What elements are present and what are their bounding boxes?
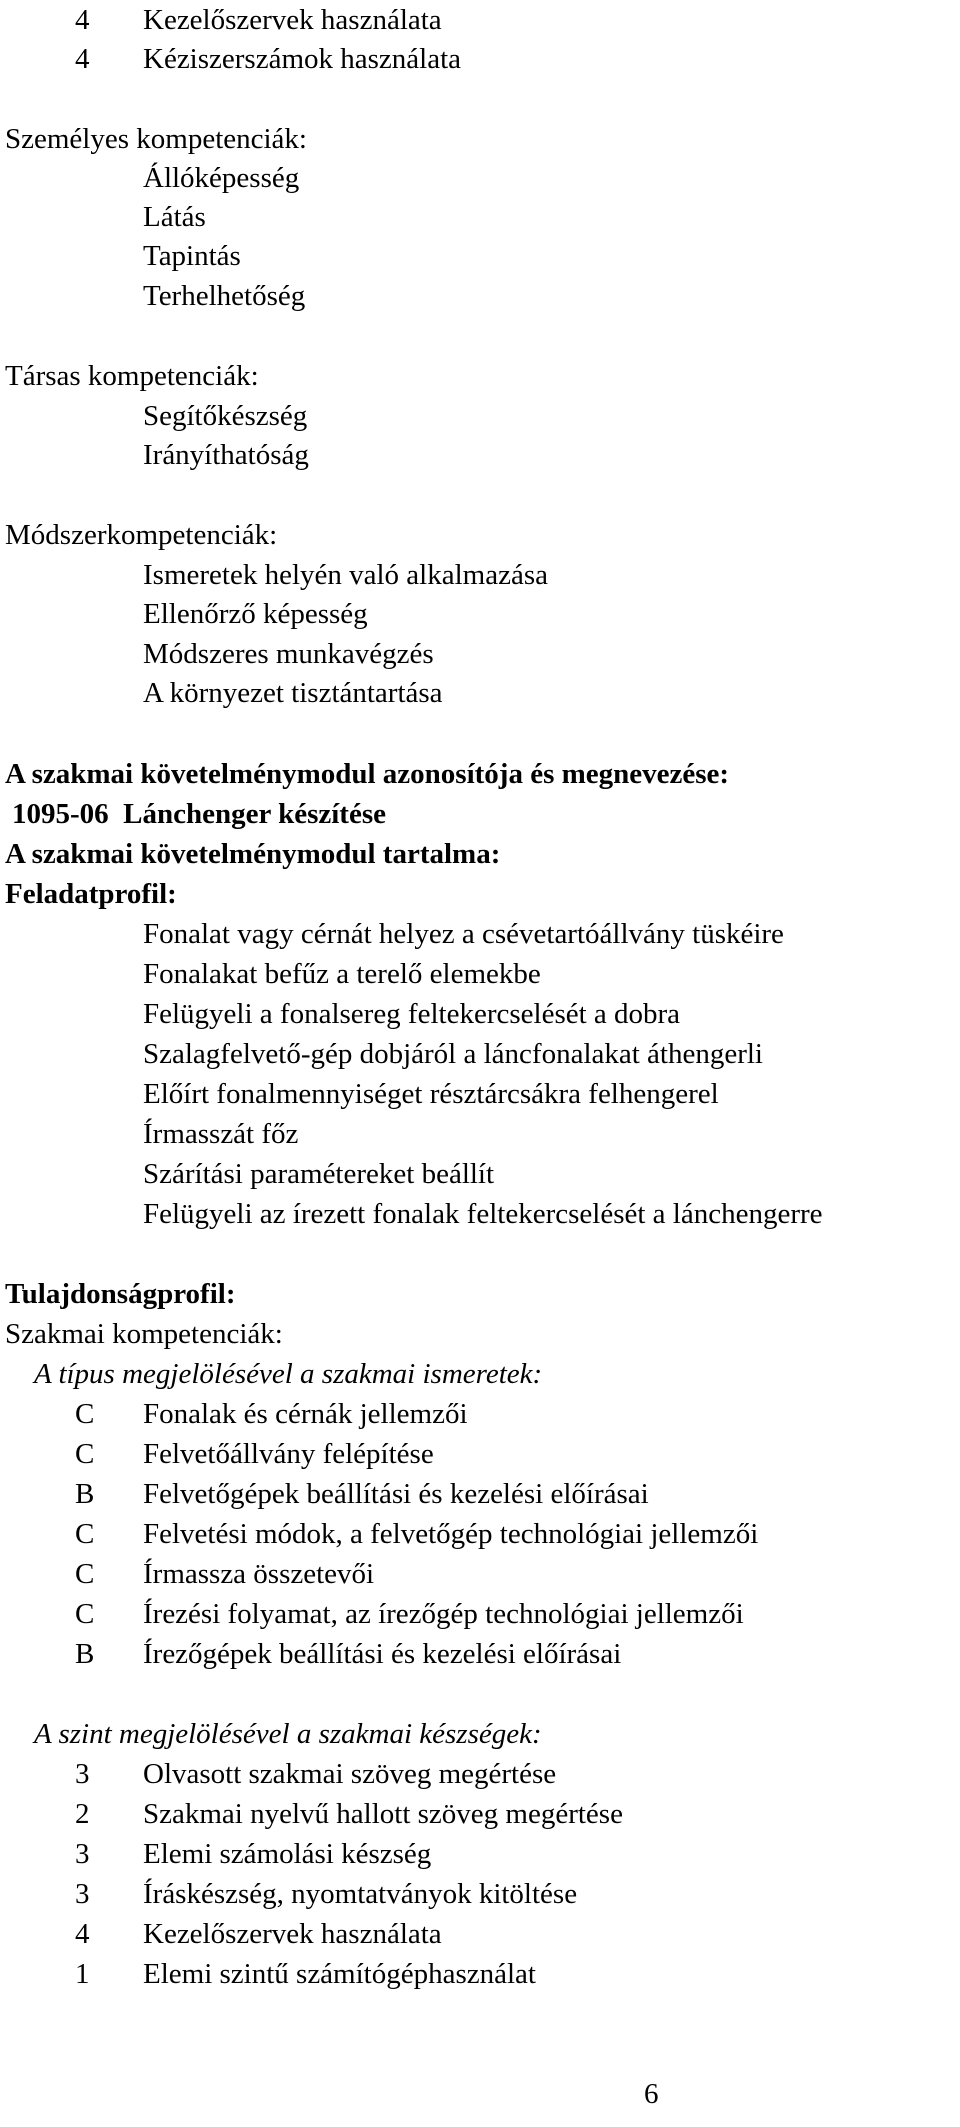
- knowledge-type-code: C: [75, 1438, 95, 1470]
- skill-item: Íráskészség, nyomtatványok kitöltése: [143, 1878, 578, 1910]
- professional-competencies-heading: Szakmai kompetenciák:: [5, 1318, 283, 1350]
- module-content-heading: A szakmai követelménymodul tartalma:: [5, 838, 501, 870]
- knowledge-intro: A típus megjelölésével a szakmai ismeretek:: [34, 1358, 543, 1390]
- social-competencies-heading: Társas kompetenciák:: [5, 360, 259, 392]
- personal-competency-item: Terhelhetőség: [143, 280, 306, 312]
- task-item: Felügyeli az írezett fonalak feltekercselését a lánchengerre: [143, 1198, 823, 1230]
- module-id-value: 1095-06 Lánchenger készítése: [12, 798, 386, 830]
- knowledge-type-code: C: [75, 1398, 95, 1430]
- skill-item: Kezelőszervek használata: [143, 1918, 442, 1950]
- knowledge-type-code: C: [75, 1518, 95, 1550]
- task-profile-heading: Feladatprofil:: [5, 878, 177, 910]
- skill-item: Elemi szintű számítógéphasználat: [143, 1958, 536, 1990]
- method-competency-item: A környezet tisztántartása: [143, 677, 443, 709]
- task-item: Szalagfelvető-gép dobjáról a láncfonalakat áthengerli: [143, 1038, 763, 1070]
- page-number: 6: [644, 2078, 659, 2110]
- skill-level: 3: [75, 1878, 90, 1910]
- method-competencies-heading: Módszerkompetenciák:: [5, 519, 278, 551]
- task-item: Fonalakat befűz a terelő elemekbe: [143, 958, 541, 990]
- knowledge-item: Írezőgépek beállítási és kezelési előírásai: [143, 1638, 622, 1670]
- top-list-level: 4: [75, 4, 90, 36]
- skill-level: 3: [75, 1758, 90, 1790]
- skill-item: Elemi számolási készség: [143, 1838, 432, 1870]
- top-list-level: 4: [75, 43, 90, 75]
- knowledge-item: Fonalak és cérnák jellemzői: [143, 1398, 468, 1430]
- task-item: Írmasszát főz: [143, 1118, 299, 1150]
- knowledge-type-code: B: [75, 1478, 95, 1510]
- method-competency-item: Ellenőrző képesség: [143, 598, 368, 630]
- method-competency-item: Ismeretek helyén való alkalmazása: [143, 559, 548, 591]
- task-item: Előírt fonalmennyiséget résztárcsákra felhengerel: [143, 1078, 719, 1110]
- task-item: Felügyeli a fonalsereg feltekercselését a dobra: [143, 998, 681, 1030]
- knowledge-item: Írezési folyamat, az írezőgép technológiai jellemzői: [143, 1598, 744, 1630]
- skill-level: 2: [75, 1798, 90, 1830]
- social-competency-item: Segítőkészség: [143, 400, 308, 432]
- knowledge-item: Felvetőállvány felépítése: [143, 1438, 434, 1470]
- task-item: Szárítási paramétereket beállít: [143, 1158, 495, 1190]
- top-list-item: Kéziszerszámok használata: [143, 43, 462, 75]
- module-id-heading: A szakmai követelménymodul azonosítója és megnevezése:: [5, 758, 730, 790]
- social-competency-item: Irányíthatóság: [143, 439, 309, 471]
- knowledge-item: Felvetési módok, a felvetőgép technológiai jellemzői: [143, 1518, 759, 1550]
- personal-competencies-heading: Személyes kompetenciák:: [5, 123, 307, 155]
- skill-level: 4: [75, 1918, 90, 1950]
- method-competency-item: Módszeres munkavégzés: [143, 638, 434, 670]
- task-item: Fonalat vagy cérnát helyez a csévetartóállvány tüskéire: [143, 918, 784, 950]
- skills-intro: A szint megjelölésével a szakmai készségek:: [34, 1718, 542, 1750]
- skill-level: 3: [75, 1838, 90, 1870]
- skill-item: Olvasott szakmai szöveg megértése: [143, 1758, 557, 1790]
- knowledge-type-code: C: [75, 1598, 95, 1630]
- skill-level: 1: [75, 1958, 90, 1990]
- knowledge-item: Felvetőgépek beállítási és kezelési előírásai: [143, 1478, 649, 1510]
- personal-competency-item: Állóképesség: [143, 162, 300, 194]
- knowledge-item: Írmassza összetevői: [143, 1558, 375, 1590]
- knowledge-type-code: B: [75, 1638, 95, 1670]
- personal-competency-item: Tapintás: [143, 240, 241, 272]
- knowledge-type-code: C: [75, 1558, 95, 1590]
- personal-competency-item: Látás: [143, 201, 206, 233]
- property-profile-heading: Tulajdonságprofil:: [5, 1278, 236, 1310]
- skill-item: Szakmai nyelvű hallott szöveg megértése: [143, 1798, 623, 1830]
- top-list-item: Kezelőszervek használata: [143, 4, 442, 36]
